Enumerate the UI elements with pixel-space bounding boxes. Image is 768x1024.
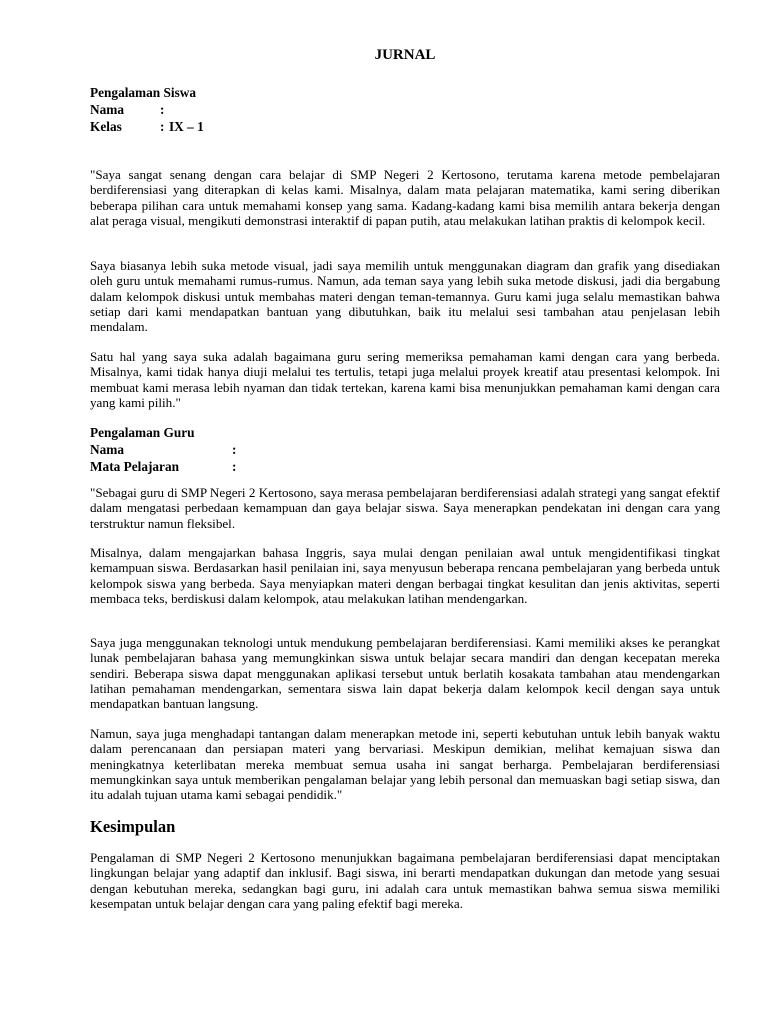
teacher-section-heading: Pengalaman Guru (90, 425, 195, 440)
teacher-paragraph-2: Misalnya, dalam mengajarkan bahasa Inggris, saya mulai dengan penilaian awal untuk mengidentifikasi tingkat kemampuan siswa. Berdasarkan hasil penilaian ini, saya menyusun beberapa rencana pembelajaran yang berbeda untuk kelompok siswa yang berbeda. Saya menyiapkan materi dengan berbagai tingkat kesulitan dan jenis aktivitas, seperti membaca teks, berdiskusi dalam kelompok, atau melakukan latihan mendengarkan. (90, 545, 720, 606)
student-paragraph-3: Satu hal yang saya suka adalah bagaimana guru sering memeriksa pemahaman kami dengan cara yang berbeda. Misalnya, kami tidak hanya diuji melalui tes tertulis, tetapi juga melalui proyek kreatif atau presentasi kelompok. Ini membuat kami merasa lebih nyaman dan tidak tertekan, karena kami bisa menunjukkan pemahaman kami dengan cara yang kami pilih." (90, 349, 720, 410)
student-class-row (90, 118, 204, 135)
teacher-name-colon: : (232, 442, 237, 457)
teacher-subject-row (90, 458, 236, 475)
student-section-heading: Pengalaman Siswa (90, 85, 197, 100)
teacher-subject-colon: : (232, 459, 237, 474)
teacher-info (90, 424, 236, 475)
teacher-name-label: Nama (90, 442, 124, 457)
teacher-name-row (90, 441, 236, 458)
teacher-paragraph-3: Saya juga menggunakan teknologi untuk mendukung pembelajaran berdiferensiasi. Kami memiliki akses ke perangkat lunak pembelajaran bahasa yang memungkinkan siswa untuk belajar secara mandiri dan dengan kecepatan mereka sendiri. Beberapa siswa dapat menggunakan aplikasi tersebut untuk berlatih kosakata tambahan atau mendengarkan latihan pemahaman mendengarkan, sementara siswa lain dapat bekerja dalam kelompok kecil dengan saya untuk mendapatkan bantuan langsung. (90, 635, 720, 712)
teacher-subject-label: Mata Pelajaran (90, 459, 179, 474)
conclusion-heading: Kesimpulan (90, 817, 176, 836)
student-paragraph-1: "Saya sangat senang dengan cara belajar di SMP Negeri 2 Kertosono, terutama karena metode pembelajaran berdiferensiasi yang diterapkan di kelas kami. Misalnya, dalam mata pelajaran matematika, kami sering diberikan beberapa pilihan cara untuk memahami konsep yang sama. Kadang-kadang kami bisa memilih antara bekerja dengan alat peraga visual, mengikuti demonstrasi interaktif di papan putih, atau melakukan latihan praktis di kelompok kecil. (90, 167, 720, 228)
teacher-paragraph-4: Namun, saya juga menghadapi tantangan dalam menerapkan metode ini, seperti kebutuhan untuk lebih banyak waktu dalam perencanaan dan persiapan materi yang bervariasi. Meskipun demikian, melihat kemajuan siswa dan meningkatnya keterlibatan mereka membuat semua usaha ini sangat berharga. Pembelajaran berdiferensiasi memungkinkan saya untuk memberikan pengalaman belajar yang lebih personal dan memuaskan bagi setiap siswa, dan itu adalah tujuan utama kami sebagai pendidik." (90, 726, 720, 803)
student-class-label: Kelas (90, 119, 122, 134)
document-title: JURNAL (374, 47, 436, 63)
teacher-paragraph-1: "Sebagai guru di SMP Negeri 2 Kertosono, saya merasa pembelajaran berdiferensiasi adalah strategi yang sangat efektif dalam mengatasi perbedaan kemampuan dan gaya belajar siswa. Saya menerapkan pendekatan ini dengan cara yang terstruktur namun fleksibel. (90, 485, 720, 531)
student-class-colon: : (160, 119, 165, 134)
student-info (90, 84, 204, 135)
student-name-colon: : (160, 102, 165, 117)
student-paragraph-2: Saya biasanya lebih suka metode visual, jadi saya memilih untuk menggunakan diagram dan grafik yang disediakan oleh guru untuk memahami rumus-rumus. Namun, ada teman saya yang lebih suka metode diskusi, jadi dia bergabung dalam kelompok diskusi untuk membahas materi dengan teman-temannya. Guru kami juga selalu memastikan bahwa setiap dari kami mendapatkan bantuan yang dibutuhkan, baik itu melalui sesi tambahan atau penjelasan lebih mendalam. (90, 258, 720, 335)
conclusion-paragraph: Pengalaman di SMP Negeri 2 Kertosono menunjukkan bagaimana pembelajaran berdiferensiasi dapat menciptakan lingkungan belajar yang adaptif dan inklusif. Bagi siswa, ini berarti mendapatkan dukungan dan metode yang sesuai dengan kebutuhan mereka, sedangkan bagi guru, ini adalah cara untuk memastikan bahwa semua siswa memiliki kesempatan untuk belajar dengan cara yang paling efektif bagi mereka. (90, 850, 720, 911)
student-class-value: IX – 1 (169, 119, 204, 134)
student-name-row (90, 101, 204, 118)
student-name-label: Nama (90, 102, 124, 117)
